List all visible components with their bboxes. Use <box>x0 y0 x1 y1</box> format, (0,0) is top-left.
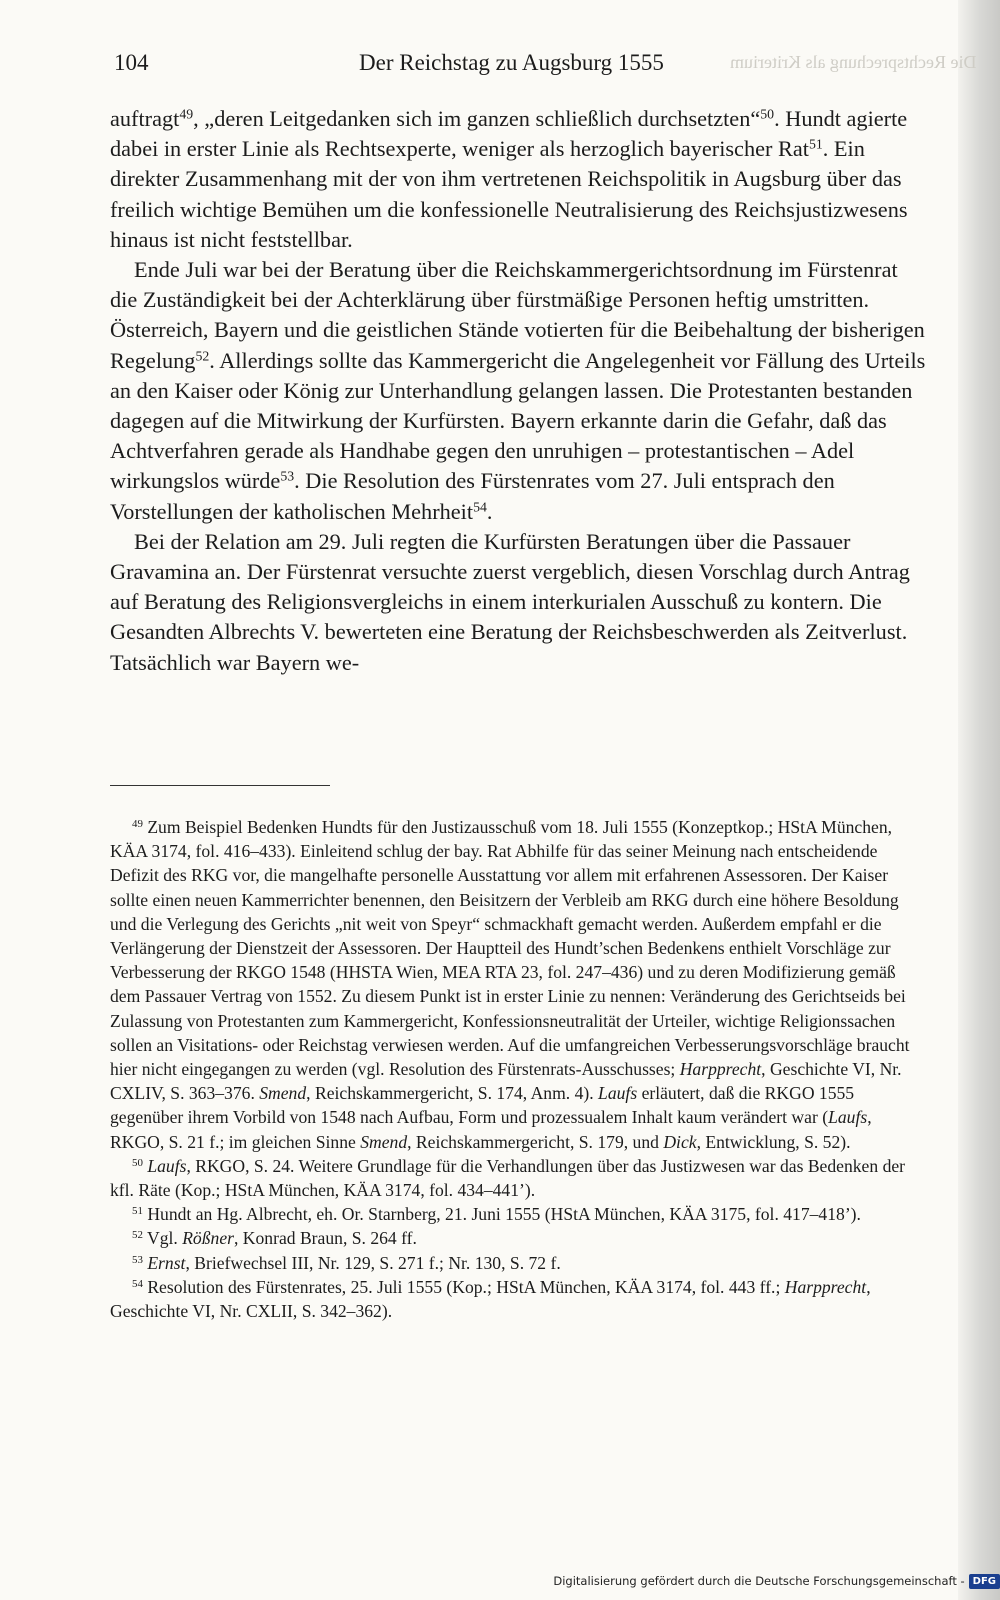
footnote-52 <box>110 1226 928 1250</box>
text-run: . Hundt agierte dabei in erster Linie als Rechtsexperte, weniger als herzoglich bayerischer Rat <box>110 106 908 162</box>
page-header <box>114 50 914 80</box>
text-run: Hundt an Hg. Albrecht, eh. Or. Starnberg, 21. Juni 1555 (HStA München, KÄA 3175, fol. 417–418’). <box>147 1204 861 1225</box>
text-run: , Geschichte VI, Nr. CXLII, S. 342–362). <box>110 1276 871 1322</box>
footnote-number: 51 <box>132 1205 143 1218</box>
text-run: , Reichskammergericht, S. 179, und <box>407 1131 664 1152</box>
footnote-53 <box>110 1251 928 1275</box>
footnote-number: 52 <box>132 1229 143 1242</box>
author-name: Laufs <box>828 1107 868 1128</box>
author-name: Rößner <box>182 1228 234 1249</box>
footnote-ref-51: 51 <box>808 136 823 152</box>
footnote-51 <box>110 1202 928 1226</box>
author-name: Smend <box>360 1131 408 1152</box>
text-run: , RKGO, S. 21 f.; im gleichen Sinne <box>110 1107 872 1152</box>
text-run: . Allerdings sollte das Kammergericht die Angelegenheit vor Fällung des Urteils an den Kaiser oder König zur Unterhandlung gelangen lassen. Die Protestanten bestanden dagegen auf die Mitwirkung der Kurfürsten. Bayern erkannte darin die Gefahr, daß das Achtverfahren gerade als Handhabe gegen den unruhigen – protestantischen – Adel wirkungslos würde <box>110 347 926 494</box>
text-run: Vgl. <box>147 1228 183 1249</box>
text-run: Ende Juli war bei der Beratung über die Reichskammergerichtsordnung im Fürstenrat die Zuständigkeit bei der Achterklärung über fürstmäßige Personen heftig umstritten. Österreich, Bayern und die geistlichen Stände votierten für die Beibehaltung der bisherigen Regelung <box>110 257 925 373</box>
footnote-ref-50: 50 <box>760 106 775 122</box>
funding-note: Digitalisierung gefördert durch die Deutsche Forschungsgemeinschaft - <box>553 1574 965 1588</box>
text-run: , Konrad Braun, S. 264 ff. <box>233 1228 417 1249</box>
author-name: Laufs <box>147 1155 187 1176</box>
text-run: Resolution des Fürstenrates, 25. Juli 1555 (Kop.; HStA München, KÄA 3174, fol. 443 ff.; <box>147 1276 785 1297</box>
author-name: Smend <box>259 1083 307 1104</box>
author-name: Harpprecht <box>784 1276 867 1297</box>
text-run: , Entwicklung, S. 52). <box>696 1131 851 1152</box>
text-run: , Reichskammergericht, S. 174, Anm. 4). <box>306 1083 599 1104</box>
page-number: 104 <box>114 50 149 75</box>
footnotes <box>110 815 928 1323</box>
footnote-number: 50 <box>132 1156 143 1169</box>
footnote-number: 53 <box>132 1253 143 1266</box>
text-run: auftragt <box>110 106 180 131</box>
footnote-ref-54: 54 <box>473 499 487 515</box>
text-run: . Ein direkter Zusammenhang mit der von ihm vertretenen Reichspolitik in Augsburg über das freilich wichtige Bemühen um die konfessionelle Neutralisierung des Reichsjustizwesens hinaus ist nicht feststellbar. <box>110 136 908 252</box>
footnote-54 <box>110 1275 928 1323</box>
footnote-separator <box>110 785 330 786</box>
footnote-ref-53: 53 <box>280 468 295 484</box>
footnote-ref-49: 49 <box>179 106 194 122</box>
text-run: , Geschichte VI, Nr. CXLIV, S. 363–376. <box>110 1059 902 1104</box>
paragraph-2 <box>110 255 928 527</box>
text-run: . Die Resolution des Fürstenrates vom 27. Juli entsprach den Vorstellungen der katholischen Mehrheit <box>110 468 835 524</box>
author-name: Laufs <box>598 1083 638 1104</box>
text-run: , Briefwechsel III, Nr. 129, S. 271 f.; Nr. 130, S. 72 f. <box>185 1252 561 1273</box>
text-run: , RKGO, S. 24. Weitere Grundlage für die Verhandlungen über das Justizwesen war das Bedenken der kfl. Räte (Kop.; HStA München, KÄA 3174, fol. 434–441’). <box>110 1155 906 1201</box>
footnote-49 <box>110 815 928 1154</box>
text-run: Zum Beispiel Bedenken Hundts für den Justizausschuß vom 18. Juli 1555 (Konzeptkop.; HStA München, KÄA 3174, fol. 416–433). Einleitend schlug der bay. Rat Abhilfe für das seiner Meinung nach entscheidende Defizit des RKG vor, die mangelhafte personelle Ausstattung vor allem mit erfahrenen Assessoren. Der Kaiser sollte einen neuen Kammerrichter benennen, den Beisitzern der Verbleib am RKG durch eine höhere Besoldung und die Verlegung des Gerichts „nit weit von Speyr“ schmackhaft gemacht werden. Außerdem empfahl er die Verlängerung der Dienstzeit der Assessoren. Der Hauptteil des Hundt’schen Bedenkens enthielt Vorschläge zur Verbesserung der RKGO 1548 (HHSTA Wien, MEA RTA 23, fol. 247–436) und zu deren Modifizierung gemäß dem Passauer Vertrag von 1552. Zu diesem Punkt ist in erster Linie zu nennen: Veränderung des Gerichtseids bei Zulassung von Protestanten zum Kammergericht, Konfessionsneutralität der Urteiler, wichtige Religionssachen sollen an Visitations- oder Reichstag verwiesen werden. Auf die umfangreichen Verbesserungsvorschläge braucht hier nicht eingegangen zu werden (vgl. Resolution des Fürstenrats-Ausschusses; <box>110 817 910 1080</box>
text-run: erläutert, daß die RKGO 1555 gegenüber ihrem Vorbild von 1548 nach Aufbau, Form und prozessualem Inhalt kaum verändert war ( <box>110 1083 855 1128</box>
text-run: Bei der Relation am 29. Juli regten die Kurfürsten Beratungen über die Passauer Gravamina an. Der Fürstenrat versuchte zuerst vergeblich, diesen Vorschlag durch Antrag auf Beratung des Religionsvergleichs in einem interkurialen Ausschuß zu kontern. Die Gesandten Albrechts V. bewerteten eine Beratung der Reichsbeschwerden als Zeitverlust. Tatsächlich war Bayern we- <box>110 528 910 675</box>
dfg-logo: DFG <box>969 1574 1000 1589</box>
author-name: Ernst <box>147 1252 186 1273</box>
author-name: Dick <box>663 1131 697 1152</box>
paragraph-3 <box>110 527 928 678</box>
digitization-footer <box>553 1570 1000 1592</box>
footnote-number: 54 <box>132 1277 143 1290</box>
page-edge-shadow <box>958 0 1000 1600</box>
show-through-text: Die Rechtsprechung als Kriterium <box>730 52 977 72</box>
text-run: . <box>486 498 493 524</box>
footnote-ref-52: 52 <box>195 348 210 364</box>
footnote-number: 49 <box>132 818 143 830</box>
body-text <box>110 104 928 678</box>
footnote-50 <box>110 1154 928 1202</box>
author-name: Harpprecht <box>679 1059 762 1080</box>
running-head: Der Reichstag zu Augsburg 1555 <box>359 50 664 75</box>
paragraph-1 <box>110 104 928 255</box>
text-run: , „deren Leitgedanken sich im ganzen schließlich durchsetzten“ <box>193 106 761 131</box>
